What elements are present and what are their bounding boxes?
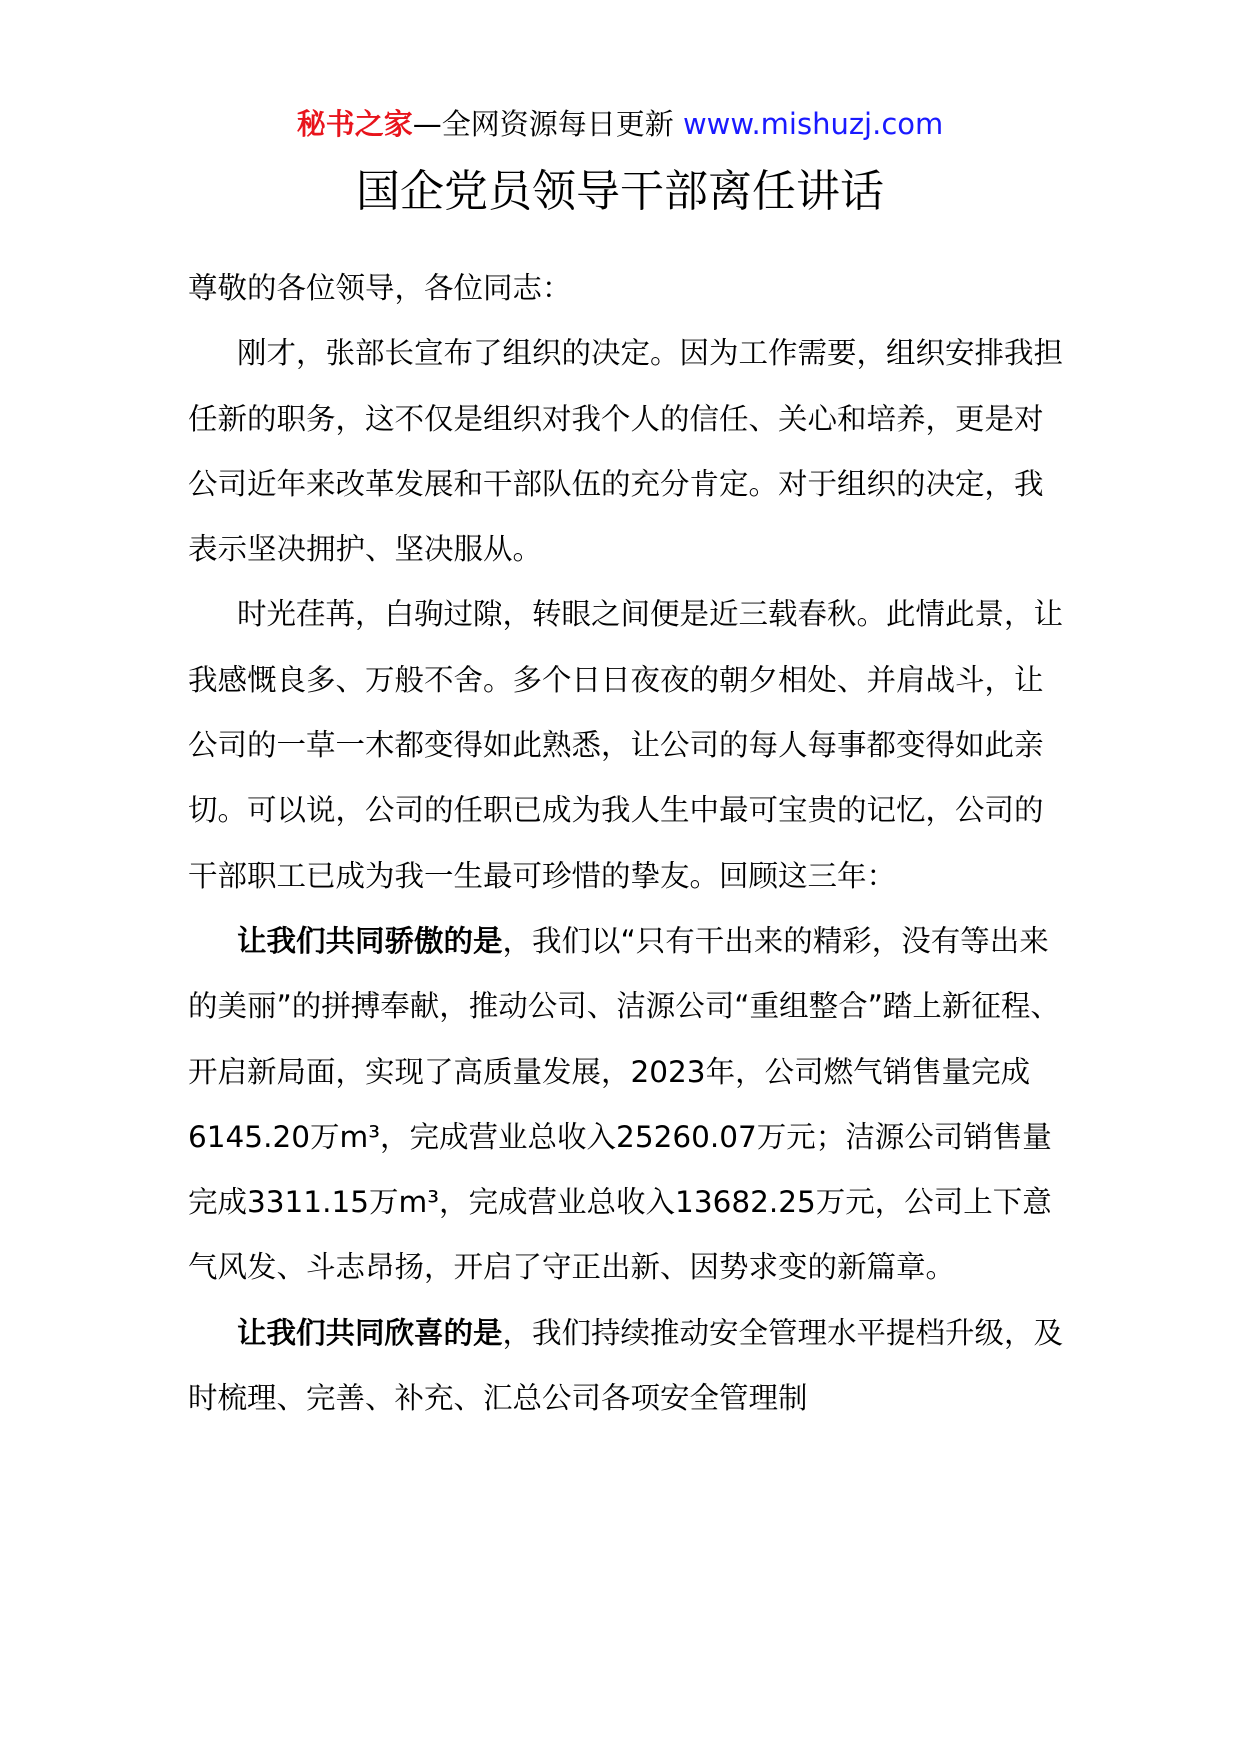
salutation: 尊敬的各位领导，各位同志： [188, 271, 572, 305]
site-url-link[interactable]: www.mishuzj.com [682, 107, 944, 141]
paragraph [188, 1301, 1068, 1432]
site-slogan: —全网资源每日更新 [412, 107, 683, 141]
site-brand: 秘书之家 [296, 107, 413, 141]
document-body [188, 256, 1068, 1431]
site-header [0, 100, 1240, 148]
paragraph-text: ，我们以“只有干出来的精彩，没有等出来的美丽”的拼搏奉献，推动公司、洁源公司“重组整合”踏上新征程、开启新局面，实现了高质量发展，2023年，公司燃气销售量完成6145.20万m³，完成营业总收入25260.07万元；洁源公司销售量完成3311.15万m³，完成营业总收入13682.25万元，公司上下意气风发、斗志昂扬，开启了守正出新、因势求变的新篇章。 [188, 923, 1060, 1285]
paragraph-lead-bold: 让我们共同欣喜的是 [237, 1315, 503, 1350]
paragraph-text: 时光荏苒，白驹过隙，转眼之间便是近三载春秋。此情此景，让我感慨良多、万般不舍。多个日日夜夜的朝夕相处、并肩战斗，让公司的一草一木都变得如此熟悉，让公司的每人每事都变得如此亲切。可以说，公司的任职已成为我人生中最可宝贵的记忆，公司的干部职工已成为我一生最可珍惜的挚友。回顾这三年： [188, 597, 1064, 893]
paragraph-lead-bold: 让我们共同骄傲的是 [237, 923, 503, 958]
paragraph [188, 909, 1068, 1301]
paragraph [188, 582, 1068, 908]
paragraph-text: 刚才，张部长宣布了组织的决定。因为工作需要，组织安排我担任新的职务，这不仅是组织对我个人的信任、关心和培养，更是对公司近年来改革发展和干部队伍的充分肯定。对于组织的决定，我表示坚决拥护、坚决服从。 [188, 336, 1064, 567]
paragraph-text: ，我们持续推动安全管理水平提档升级，及时梳理、完善、补充、汇总公司各项安全管理制 [188, 1315, 1064, 1416]
document-title: 国企党员领导干部离任讲话 [356, 166, 884, 217]
paragraph [188, 321, 1068, 582]
